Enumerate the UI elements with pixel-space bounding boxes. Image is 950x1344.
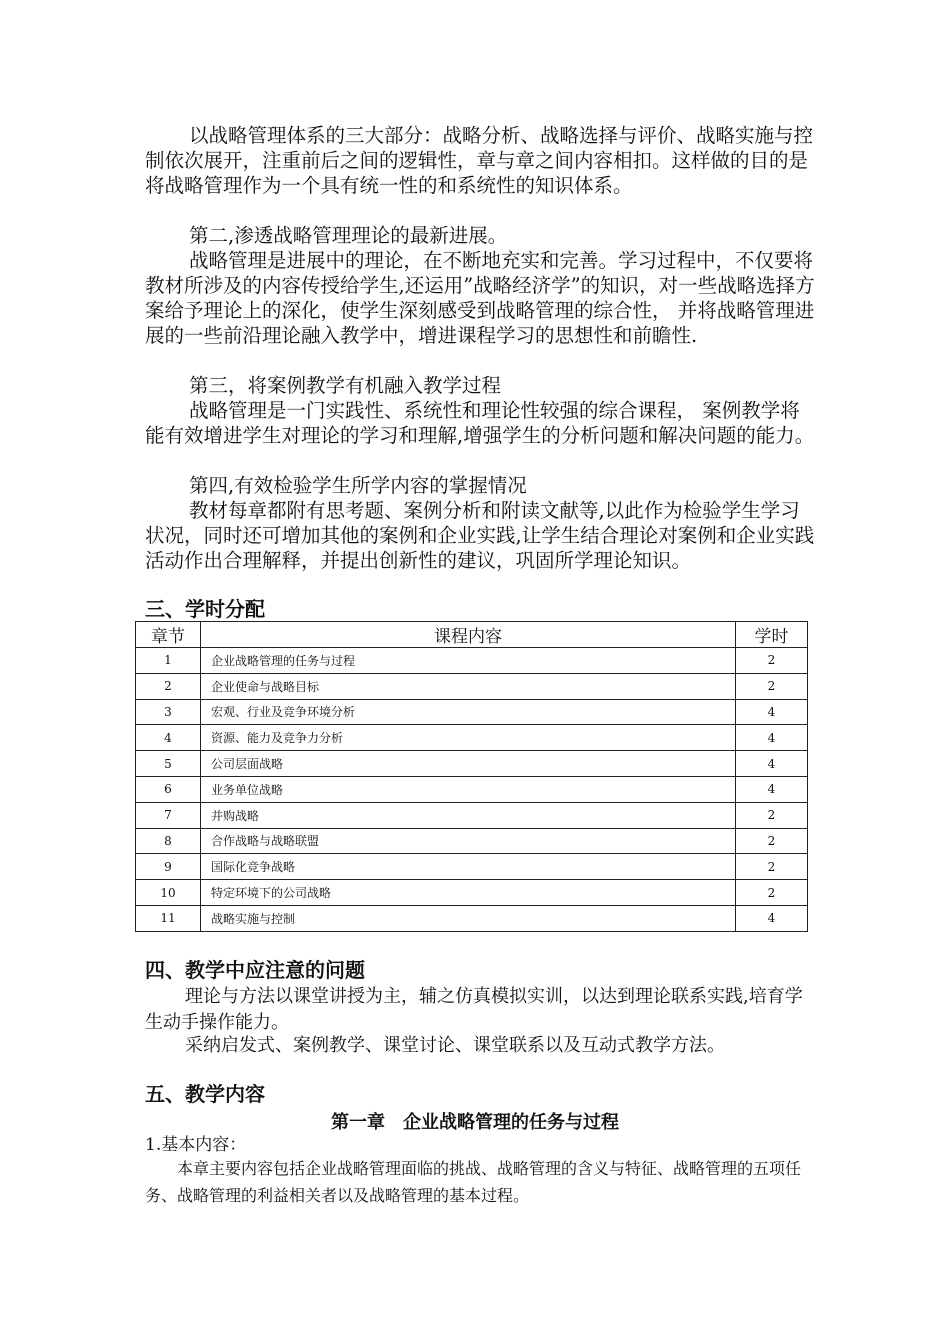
cell-chapter: 3 bbox=[136, 699, 201, 725]
cell-hours: 4 bbox=[736, 699, 808, 725]
table-row bbox=[136, 648, 808, 674]
cell-content: 国际化竞争战略 bbox=[201, 854, 736, 880]
point-two-heading: 第二,渗透战略管理理论的最新进展。 bbox=[189, 224, 508, 247]
paragraph-assessment: 教材每章都附有思考题、案例分析和附读文献等,以此作为检验学生学习状况，同时还可增加其他的案例和企业实践,让学生结合理论对案例和企业实践活动作出合理解释，并提出创新性的建议，巩固所学理论知识。 bbox=[145, 499, 815, 572]
cell-content: 资源、能力及竞争力分析 bbox=[201, 725, 736, 751]
hours-allocation-table bbox=[135, 621, 808, 932]
cell-content: 合作战略与战略联盟 bbox=[201, 828, 736, 854]
section-four-heading: 四、教学中应注意的问题 bbox=[145, 958, 365, 982]
cell-content: 企业使命与战略目标 bbox=[201, 673, 736, 699]
cell-chapter: 10 bbox=[136, 880, 201, 906]
table-header-row bbox=[136, 622, 808, 648]
cell-content: 企业战略管理的任务与过程 bbox=[201, 648, 736, 674]
cell-hours: 4 bbox=[736, 751, 808, 777]
header-hours: 学时 bbox=[736, 622, 808, 648]
cell-hours: 2 bbox=[736, 673, 808, 699]
point-four-heading: 第四,有效检验学生所学内容的掌握情况 bbox=[189, 474, 527, 497]
cell-chapter: 7 bbox=[136, 802, 201, 828]
cell-hours: 4 bbox=[736, 905, 808, 931]
table-row bbox=[136, 725, 808, 751]
paragraph-teaching-method: 理论与方法以课堂讲授为主，辅之仿真模拟实训，以达到理论联系实践,培育学生动手操作能力。 bbox=[145, 986, 803, 1033]
paragraph-case-teaching: 战略管理是一门实践性、系统性和理论性较强的综合课程， 案例教学将能有效增进学生对理论的学习和理解,增强学生的分析问题和解决问题的能力。 bbox=[145, 399, 815, 447]
cell-chapter: 8 bbox=[136, 828, 201, 854]
cell-chapter: 11 bbox=[136, 905, 201, 931]
chapter-one-title: 第一章 企业战略管理的任务与过程 bbox=[331, 1112, 619, 1133]
paragraph-theory-progress: 战略管理是进展中的理论，在不断地充实和完善。学习过程中，不仅要将教材所涉及的内容传授给学生,还运用”战略经济学”的知识，对一些战略选择方案给予理论上的深化，使学生深刻感受到战略管理的综合性， 并将战略管理进展的一些前沿理论融入教学中，增进课程学习的思想性和前瞻性. bbox=[145, 249, 815, 347]
cell-chapter: 5 bbox=[136, 751, 201, 777]
cell-chapter: 2 bbox=[136, 673, 201, 699]
table-row bbox=[136, 673, 808, 699]
basic-content-label: 1.基本内容： bbox=[145, 1135, 247, 1155]
table-row bbox=[136, 699, 808, 725]
cell-content: 公司层面战略 bbox=[201, 751, 736, 777]
chapter-one-summary: 本章主要内容包括企业战略管理面临的挑战、战略管理的含义与特征、战略管理的五项任务、战略管理的利益相关者以及战略管理的基本过程。 bbox=[145, 1159, 802, 1205]
header-chapter: 章节 bbox=[136, 622, 201, 648]
table-row bbox=[136, 905, 808, 931]
table-row bbox=[136, 751, 808, 777]
header-content: 课程内容 bbox=[201, 622, 736, 648]
table-row bbox=[136, 776, 808, 802]
cell-chapter: 9 bbox=[136, 854, 201, 880]
paragraph-strategy-structure: 以战略管理体系的三大部分：战略分析、战略选择与评价、战略实施与控制依次展开，注重前后之间的逻辑性，章与章之间内容相扣。这样做的目的是将战略管理作为一个具有统一性的和系统性的知识体系。 bbox=[145, 124, 814, 197]
table-row bbox=[136, 880, 808, 906]
cell-hours: 2 bbox=[736, 880, 808, 906]
cell-content: 特定环境下的公司战略 bbox=[201, 880, 736, 906]
table-row bbox=[136, 802, 808, 828]
cell-hours: 2 bbox=[736, 648, 808, 674]
point-three-heading: 第三，将案例教学有机融入教学过程 bbox=[189, 374, 502, 397]
table-row bbox=[136, 854, 808, 880]
cell-hours: 2 bbox=[736, 802, 808, 828]
cell-chapter: 1 bbox=[136, 648, 201, 674]
cell-content: 战略实施与控制 bbox=[201, 905, 736, 931]
cell-content: 业务单位战略 bbox=[201, 776, 736, 802]
cell-hours: 2 bbox=[736, 854, 808, 880]
table-row bbox=[136, 828, 808, 854]
section-five-heading: 五、教学内容 bbox=[145, 1082, 265, 1106]
cell-chapter: 6 bbox=[136, 776, 201, 802]
cell-hours: 2 bbox=[736, 828, 808, 854]
paragraph-teaching-approach: 采纳启发式、案例教学、课堂讨论、课堂联系以及互动式教学方法。 bbox=[185, 1035, 725, 1056]
cell-content: 宏观、行业及竞争环境分析 bbox=[201, 699, 736, 725]
cell-chapter: 4 bbox=[136, 725, 201, 751]
cell-content: 并购战略 bbox=[201, 802, 736, 828]
section-three-heading: 三、学时分配 bbox=[145, 597, 265, 621]
cell-hours: 4 bbox=[736, 725, 808, 751]
cell-hours: 4 bbox=[736, 776, 808, 802]
